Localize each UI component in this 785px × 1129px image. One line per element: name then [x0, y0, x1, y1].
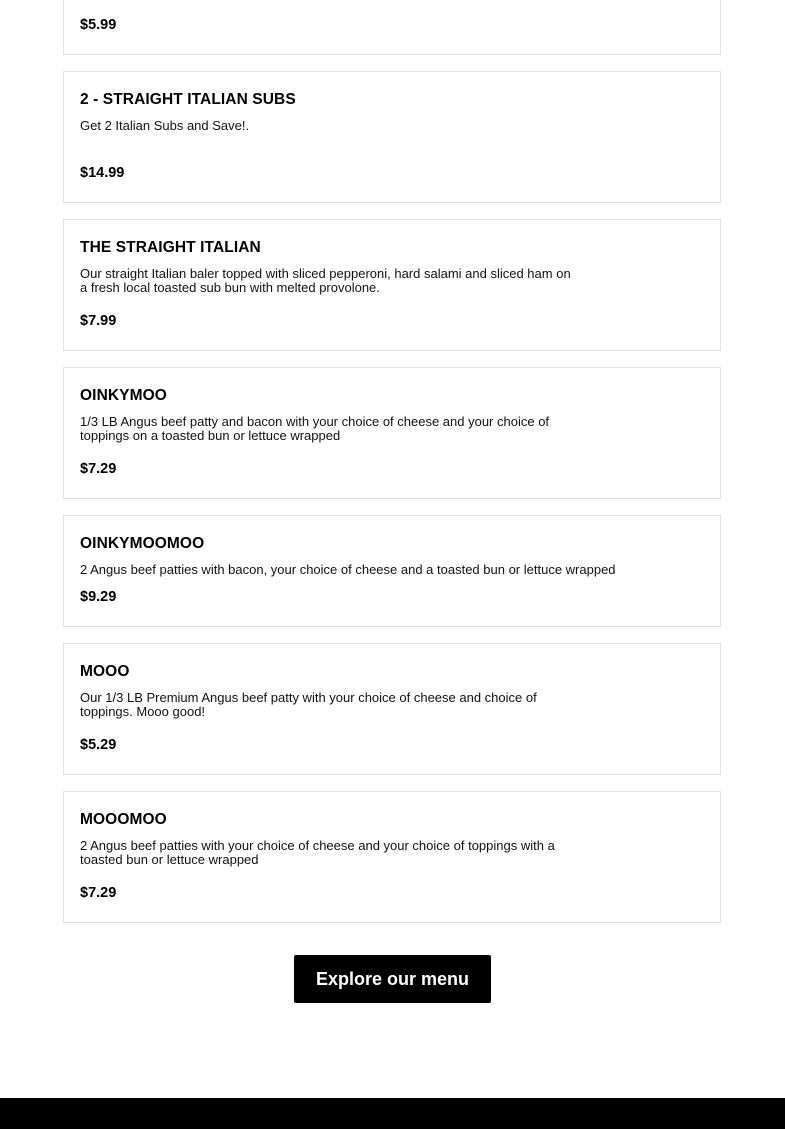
- menu-item-card[interactable]: [63, 367, 721, 499]
- menu-item-price: $5.29: [80, 737, 117, 753]
- footer: [0, 1098, 785, 1129]
- menu-item-card[interactable]: [63, 643, 721, 775]
- menu-item-price: $7.29: [80, 461, 117, 477]
- menu-item-price: $14.99: [80, 165, 125, 181]
- menu-item-title: MOOO: [80, 663, 130, 680]
- menu-item-card[interactable]: [63, 71, 721, 203]
- menu-item-description: 1/3 LB Angus beef patty and bacon with your choice of cheese and your choice of toppings on a toasted bun or lettuce wrapped: [80, 414, 550, 443]
- menu-item-title: OINKYMOOMOO: [80, 535, 205, 552]
- menu-item-description: Our straight Italian baler topped with sliced pepperoni, hard salami and sliced ham on a fresh local toasted sub bun with melted provolone.: [80, 266, 571, 295]
- menu-item-price: $9.29: [80, 589, 117, 605]
- menu-item-card[interactable]: [63, 0, 721, 55]
- menu-item-description: 2 Angus beef patties with your choice of cheese and your choice of toppings with a toasted bun or lettuce wrapped: [80, 838, 555, 867]
- menu-item-title: MOOOMOO: [80, 811, 167, 828]
- menu-item-price: $7.99: [80, 313, 117, 329]
- menu-item-description: Get 2 Italian Subs and Save!.: [80, 118, 250, 133]
- menu-item-price: $5.99: [80, 17, 117, 33]
- menu-item-card[interactable]: [63, 219, 721, 351]
- menu-item-card[interactable]: [63, 791, 721, 923]
- menu-item-price: $7.29: [80, 885, 117, 901]
- menu-item-description: Our 1/3 LB Premium Angus beef patty with your choice of cheese and choice of toppings. Mooo good!: [80, 690, 537, 719]
- menu-item-card[interactable]: [63, 515, 721, 627]
- explore-menu-button[interactable]: Explore our menu: [294, 955, 491, 1003]
- menu-item-title: OINKYMOO: [80, 387, 167, 404]
- menu-item-title: THE STRAIGHT ITALIAN: [80, 239, 261, 256]
- menu-item-title: 2 - STRAIGHT ITALIAN SUBS: [80, 91, 296, 108]
- menu-item-description: 2 Angus beef patties with bacon, your choice of cheese and a toasted bun or lettuce wrapped: [80, 562, 616, 577]
